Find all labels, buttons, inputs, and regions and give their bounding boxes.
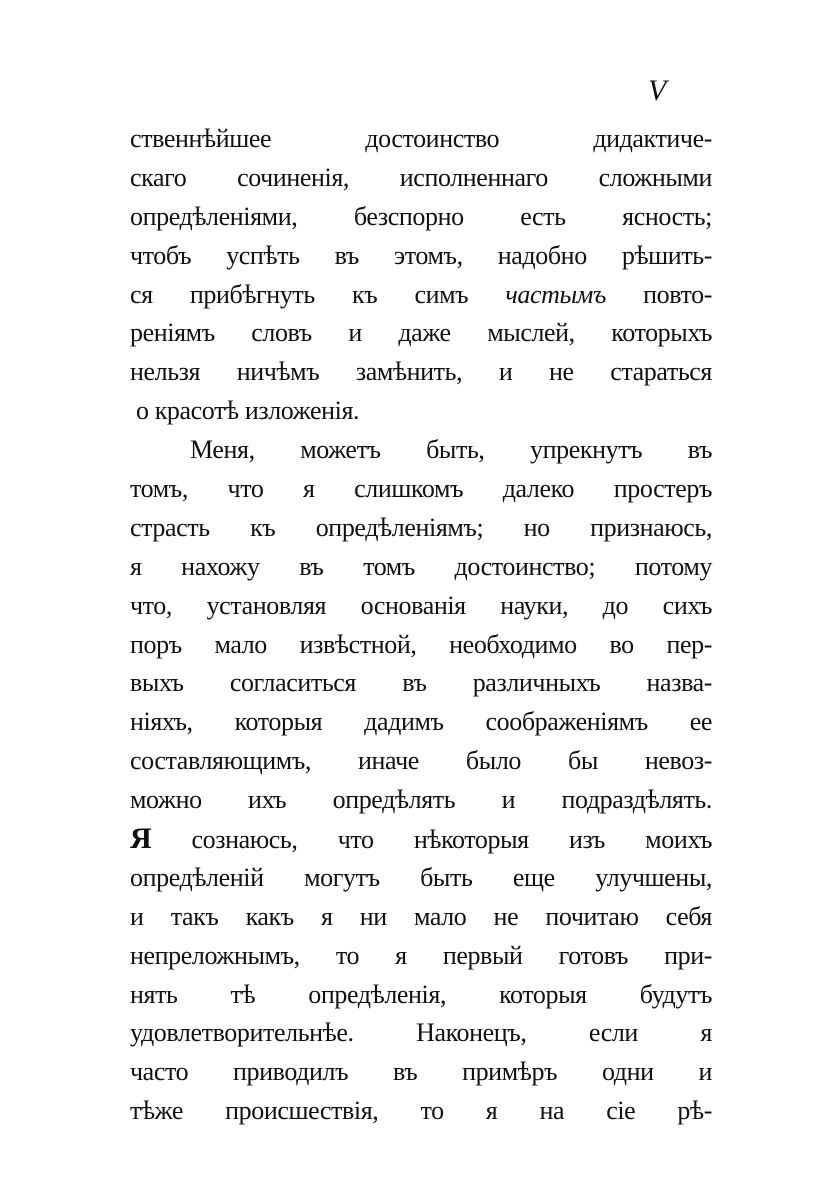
text-line: нельзя ничѣмъ замѣнить, и не стараться bbox=[130, 357, 712, 387]
text-line: тѣже происшествія, то я на сіе рѣ- bbox=[130, 1096, 712, 1126]
text-line: нять тѣ опредѣленія, которыя будутъ bbox=[130, 979, 712, 1009]
text-line: томъ, что я слишкомъ далеко простеръ bbox=[130, 474, 712, 504]
text-line: поръ мало извѣстной, необходимо во пер- bbox=[130, 629, 712, 659]
text-line: удовлетворительнѣе. Наконецъ, если я bbox=[130, 1018, 712, 1048]
text-line: выхъ согласиться въ различныхъ назва- bbox=[130, 668, 712, 698]
text-span: сознаюсь, что нѣкоторыя изъ моихъ bbox=[151, 825, 712, 855]
bold-initial: Я bbox=[130, 822, 152, 856]
text-span: повто- bbox=[606, 279, 712, 309]
text-line: Меня, можетъ быть, упрекнутъ въ bbox=[190, 435, 712, 465]
text-line: ніяхъ, которыя дадимъ соображеніямъ ее bbox=[130, 707, 712, 737]
text-line: что, установляя основанія науки, до сихъ bbox=[130, 590, 712, 620]
body-text bbox=[130, 120, 712, 1131]
text-line: реніямъ словъ и даже мыслей, которыхъ bbox=[130, 318, 712, 348]
text-line: страсть къ опредѣленіямъ; но признаюсь, bbox=[130, 512, 712, 542]
text-line: часто приводилъ въ примѣръ одни и bbox=[130, 1057, 712, 1087]
text-line: составляющимъ, иначе было бы невоз- bbox=[130, 746, 712, 776]
text-line: опредѣленіями, безспорно есть ясность; bbox=[130, 201, 712, 231]
text-line: о красотѣ изложенія. bbox=[136, 396, 360, 426]
text-line: опредѣленій могутъ быть еще улучшены, bbox=[130, 862, 712, 892]
text-line bbox=[130, 276, 712, 315]
italic-word: частымъ bbox=[505, 279, 606, 309]
text-line: чтобъ успѣть въ этомъ, надобно рѣшить- bbox=[130, 240, 712, 270]
text-line: непреложнымъ, то я первый готовъ при- bbox=[130, 940, 712, 970]
text-line: можно ихъ опредѣлять и подраздѣлять. bbox=[130, 785, 712, 815]
text-span: ся прибѣгнуть къ симъ bbox=[130, 279, 506, 309]
page-number: V bbox=[648, 74, 667, 107]
text-line bbox=[130, 820, 712, 859]
text-line: и такъ какъ я ни мало не почитаю себя bbox=[130, 901, 712, 931]
text-line: скаго сочиненія, исполненнаго сложными bbox=[130, 162, 712, 192]
text-line: я нахожу въ томъ достоинство; потому bbox=[130, 551, 712, 581]
text-line: ственнѣйшее достоинство дидактиче- bbox=[130, 124, 712, 153]
